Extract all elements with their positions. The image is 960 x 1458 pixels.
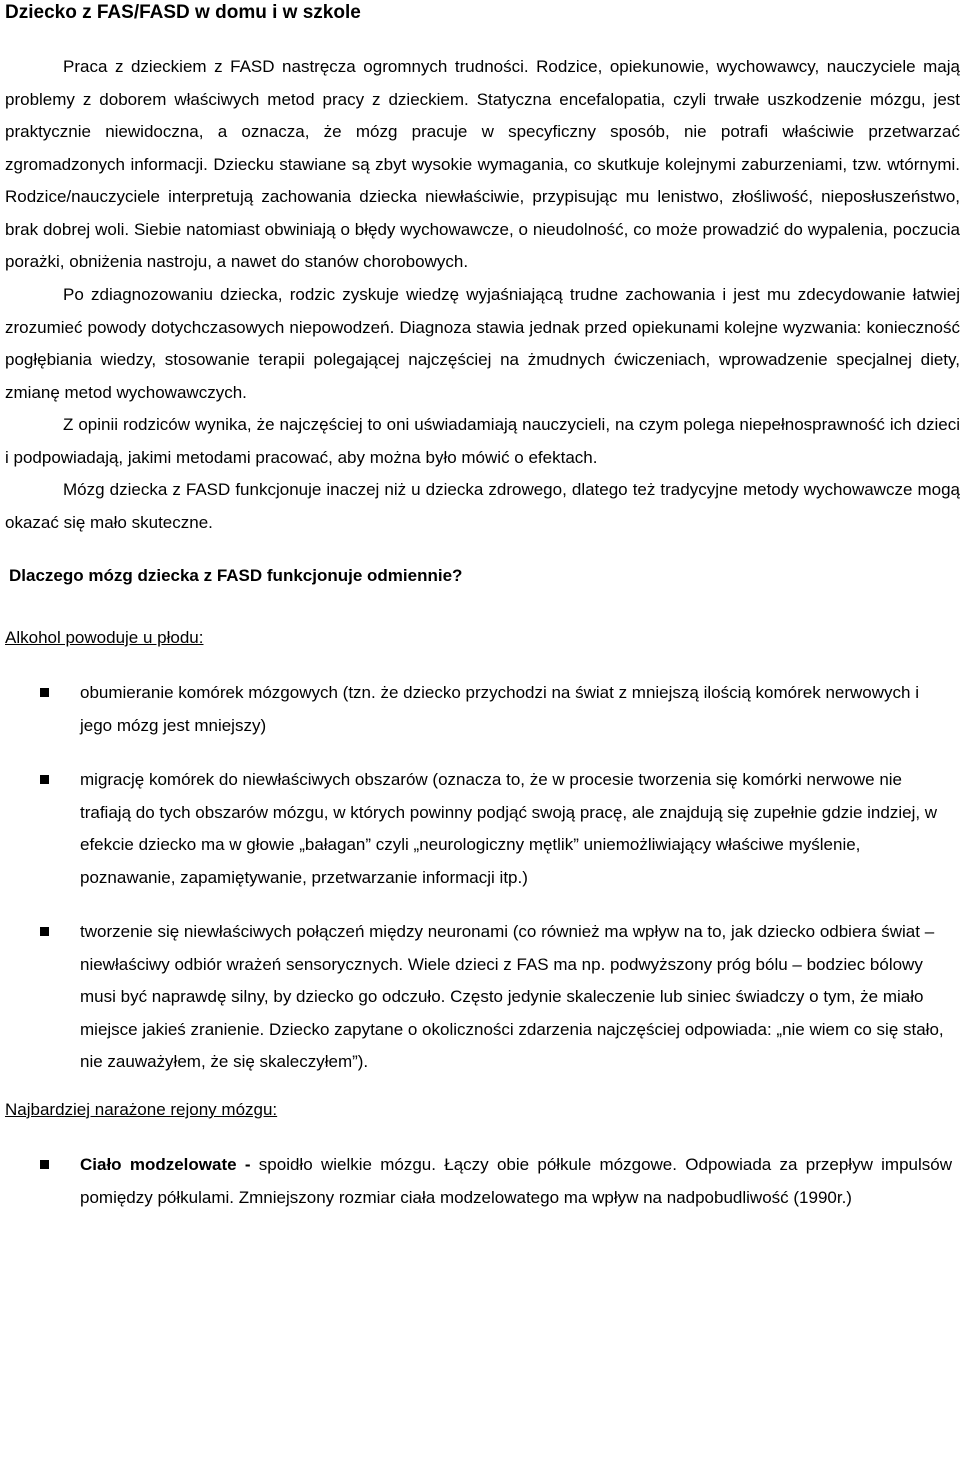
list-item-text: spoidło wielkie mózgu. Łączy obie półkule mózgowe. Odpowiada za przepływ impulsów pomiędzy półkulami. Zmniejszony rozmiar ciała modzelowatego ma wpływ na nadpobudliwość (1990r.) [80,1155,952,1207]
paragraph-brain-functioning: Mózg dziecka z FASD funkcjonuje inaczej niż u dziecka zdrowego, dlatego też tradycyjne metody wychowawcze mogą okazać się mało skuteczne. [5,480,960,532]
list-item-term: Ciało modzelowate - [80,1155,251,1174]
list-item-text: obumieranie komórek mózgowych (tzn. że dziecko przychodzi na świat z mniejszą ilością komórek nerwowych i jego mózg jest mniejszy) [80,683,919,735]
paragraph-diagnosis: Po zdiagnozowaniu dziecka, rodzic zyskuje wiedzę wyjaśniającą trudne zachowania i jest mu zdecydowanie łatwiej zrozumieć powody dotychczasowych niepowodzeń. Diagnoza stawia jednak przed opiekunami kolejne wyzwania: konieczność pogłębiania wiedzy, stosowanie terapii polegającej najczęściej na żmudnych ćwiczeniach, wprowadzenie specjalnej diety, zmianę metod wychowawczych. [5,285,960,402]
square-bullet-icon [40,688,49,697]
subheading-alcohol-effects: Alkohol powoduje u płodu: [5,628,204,647]
alcohol-effects-list-2 [0,764,960,894]
list-item-text: tworzenie się niewłaściwych połączeń między neuronami (co również ma wpływ na to, jak dziecko odbiera świat – niewłaściwy odbiór wrażeń sensorycznych. Wiele dzieci z FAS ma np. podwyższony próg bólu – bodziec bólowy musi być naprawdę silny, by dziecko go odczuło. Często jedynie skaleczenie lub siniec świadczy o tym, że miało miejsce jakieś zranienie. Dziecko zapytane o okoliczności zdarzenia najczęściej odpowiada: „nie wiem co się stało, nie zauważyłem, że się skaleczyłem”). [80,922,944,1071]
subheading-brain-regions: Najbardziej narażone rejony mózgu: [5,1100,278,1119]
list-item [0,764,960,894]
square-bullet-icon [40,927,49,936]
section-heading: Dlaczego mózg dziecka z FASD funkcjonuje odmiennie? [9,566,463,585]
square-bullet-icon [40,1160,49,1169]
list-item [0,1149,960,1214]
paragraph-intro: Praca z dzieckiem z FASD nastręcza ogromnych trudności. Rodzice, opiekunowie, wychowawcy, nauczyciele mają problemy z doborem właściwych metod pracy z dzieckiem. Statyczna encefalopatia, czyli trwałe uszkodzenie mózgu, jest praktycznie niewidoczna, a oznacza, że mózg pracuje w specyficzny sposób, nie potrafi właściwie przetwarzać zgromadzonych informacji. Dziecku stawiane są zbyt wysokie wymagania, co skutkuje kolejnymi zaburzeniami, tzw. wtórnymi. Rodzice/nauczyciele interpretują zachowania dziecka niewłaściwie, przypisując mu lenistwo, złośliwość, nieposłuszeństwo, brak dobrej woli. Siebie natomiast obwiniają o błędy wychowawcze, o nieudolność, co może prowadzić do wypalenia, poczucia porażki, obniżenia nastroju, a nawet do stanów chorobowych. [5,57,960,271]
paragraph-parents-opinion: Z opinii rodziców wynika, że najczęściej to oni uświadamiają nauczycieli, na czym polega niepełnosprawność ich dzieci i podpowiadają, jakimi metodami pracować, aby można było mówić o efektach. [5,415,960,467]
alcohol-effects-list [0,677,960,742]
list-item-text: migrację komórek do niewłaściwych obszarów (oznacza to, że w procesie tworzenia się komórki nerwowe nie trafiają do tych obszarów mózgu, w których powinny podjąć swoją pracę, ale znajdują się zupełnie gdzie indziej, w efekcie dziecko ma w głowie „bałagan” czyli „neurologiczny mętlik” uniemożliwiający właściwe myślenie, poznawanie, zapamiętywanie, przetwarzanie informacji itp.) [80,770,938,887]
brain-regions-list [0,1149,960,1214]
document-title: Dziecko z FAS/FASD w domu i w szkole [5,2,361,23]
square-bullet-icon [40,775,49,784]
list-item [0,677,960,742]
list-item [0,916,960,1079]
alcohol-effects-list-3 [0,916,960,1079]
